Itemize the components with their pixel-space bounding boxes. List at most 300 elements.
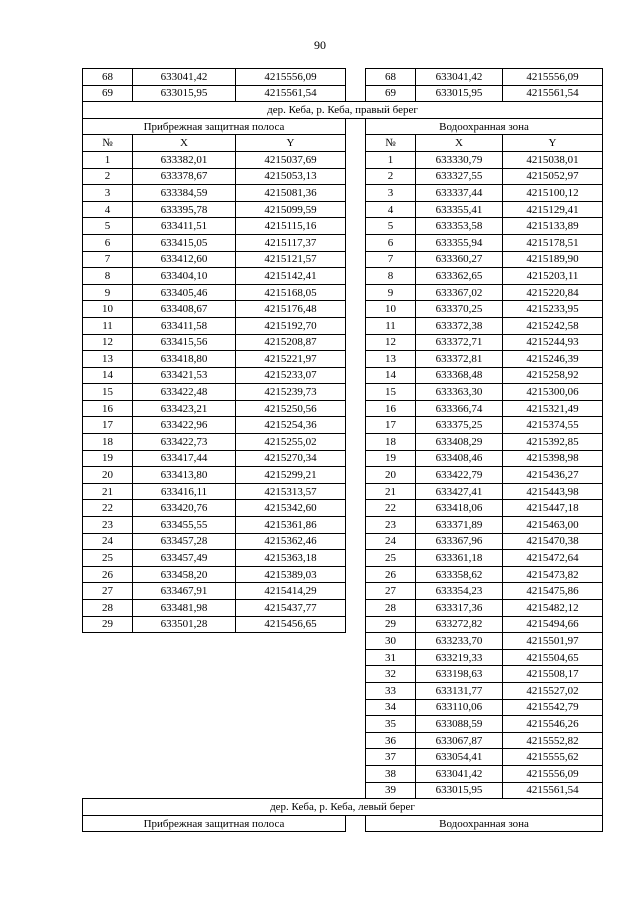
left-y-coordinate: 4215299,21: [236, 467, 346, 484]
table-row: [83, 351, 603, 368]
right-y-coordinate: 4215472,64: [503, 550, 603, 567]
column-gap: [346, 234, 366, 251]
right-point-number: 16: [366, 400, 416, 417]
left-point-number: 26: [83, 566, 133, 583]
column-gap: [346, 483, 366, 500]
table-row: [83, 716, 603, 733]
table-row: [83, 583, 603, 600]
column-gap: [346, 633, 366, 650]
column-gap: [346, 500, 366, 517]
right-y-coordinate: 4215233,95: [503, 301, 603, 318]
right-point-number: 14: [366, 367, 416, 384]
left-point-number: 24: [83, 533, 133, 550]
right-y-coordinate: 4215300,06: [503, 384, 603, 401]
column-gap: [346, 600, 366, 617]
right-y-coordinate: 4215242,58: [503, 317, 603, 334]
empty-cell: [236, 716, 346, 733]
empty-cell: [236, 666, 346, 683]
left-y-coordinate: 4215456,65: [236, 616, 346, 633]
empty-cell: [236, 633, 346, 650]
left-point-number: 14: [83, 367, 133, 384]
column-gap: [346, 301, 366, 318]
left-point-number: 16: [83, 400, 133, 417]
right-y-coordinate: 4215038,01: [503, 151, 603, 168]
left-point-number: 68: [83, 69, 133, 86]
right-point-number: 38: [366, 765, 416, 782]
left-x-coordinate: 633015,95: [133, 85, 236, 102]
right-x-coordinate: 633367,02: [416, 284, 503, 301]
right-point-number: 10: [366, 301, 416, 318]
right-point-number: 13: [366, 351, 416, 368]
column-gap: [346, 649, 366, 666]
column-gap: [346, 716, 366, 733]
table-row: [83, 699, 603, 716]
column-gap: [346, 151, 366, 168]
right-point-number: 12: [366, 334, 416, 351]
right-x-coordinate: 633355,41: [416, 201, 503, 218]
right-y-coordinate: 4215100,12: [503, 185, 603, 202]
table-row: [83, 550, 603, 567]
left-y-coordinate: 4215168,05: [236, 284, 346, 301]
left-x-coordinate: 633378,67: [133, 168, 236, 185]
right-y-coordinate: 4215561,54: [503, 782, 603, 799]
left-point-number: 10: [83, 301, 133, 318]
right-point-number: 69: [366, 85, 416, 102]
left-y-coordinate: 4215414,29: [236, 583, 346, 600]
empty-cell: [133, 749, 236, 766]
right-point-number: 8: [366, 268, 416, 285]
left-zone-label: Прибрежная защитная полоса: [83, 815, 346, 832]
right-point-number: 24: [366, 533, 416, 550]
left-y-coordinate: 4215208,87: [236, 334, 346, 351]
left-point-number: 4: [83, 201, 133, 218]
empty-cell: [133, 732, 236, 749]
left-y-coordinate: 4215342,60: [236, 500, 346, 517]
right-point-number: 33: [366, 682, 416, 699]
empty-cell: [236, 782, 346, 799]
left-y-coordinate: 4215437,77: [236, 600, 346, 617]
left-point-number: 2: [83, 168, 133, 185]
empty-cell: [236, 765, 346, 782]
left-x-coordinate: 633404,10: [133, 268, 236, 285]
right-x-coordinate: 633088,59: [416, 716, 503, 733]
column-gap: [346, 334, 366, 351]
right-x-coordinate: 633110,06: [416, 699, 503, 716]
left-point-number: 13: [83, 351, 133, 368]
left-y-coordinate: 4215081,36: [236, 185, 346, 202]
left-y-coordinate: 4215561,54: [236, 85, 346, 102]
right-x-coordinate: 633408,46: [416, 450, 503, 467]
table-row: [83, 633, 603, 650]
table-row: [83, 151, 603, 168]
column-gap: [346, 666, 366, 683]
right-x-coordinate: 633367,96: [416, 533, 503, 550]
column-gap: [346, 85, 366, 102]
right-zone-label: Водоохранная зона: [366, 815, 603, 832]
left-point-number: 21: [83, 483, 133, 500]
left-y-coordinate: 4215121,57: [236, 251, 346, 268]
section-title-row: [83, 102, 603, 119]
left-header-x-coordinate: X: [133, 135, 236, 152]
page-number: 90: [314, 38, 326, 52]
right-y-coordinate: 4215189,90: [503, 251, 603, 268]
left-point-number: 15: [83, 384, 133, 401]
empty-cell: [83, 633, 133, 650]
right-point-number: 21: [366, 483, 416, 500]
right-x-coordinate: 633361,18: [416, 550, 503, 567]
left-x-coordinate: 633422,73: [133, 434, 236, 451]
column-gap: [346, 782, 366, 799]
right-y-coordinate: 4215546,26: [503, 716, 603, 733]
right-x-coordinate: 633354,23: [416, 583, 503, 600]
right-x-coordinate: 633418,06: [416, 500, 503, 517]
left-point-number: 8: [83, 268, 133, 285]
table-row: [83, 517, 603, 534]
right-point-number: 37: [366, 749, 416, 766]
right-x-coordinate: 633131,77: [416, 682, 503, 699]
left-x-coordinate: 633405,46: [133, 284, 236, 301]
right-point-number: 27: [366, 583, 416, 600]
empty-cell: [133, 666, 236, 683]
table-row: [83, 600, 603, 617]
left-y-coordinate: 4215556,09: [236, 69, 346, 86]
right-point-number: 25: [366, 550, 416, 567]
left-y-coordinate: 4215255,02: [236, 434, 346, 451]
empty-cell: [133, 716, 236, 733]
left-point-number: 6: [83, 234, 133, 251]
column-header-row: [83, 135, 603, 152]
left-zone-label: Прибрежная защитная полоса: [83, 118, 346, 135]
left-point-number: 7: [83, 251, 133, 268]
empty-cell: [236, 649, 346, 666]
right-point-number: 18: [366, 434, 416, 451]
right-y-coordinate: 4215552,82: [503, 732, 603, 749]
right-point-number: 7: [366, 251, 416, 268]
left-y-coordinate: 4215363,18: [236, 550, 346, 567]
right-point-number: 32: [366, 666, 416, 683]
right-x-coordinate: 633371,89: [416, 517, 503, 534]
left-x-coordinate: 633412,60: [133, 251, 236, 268]
left-point-number: 3: [83, 185, 133, 202]
table-row: [83, 765, 603, 782]
left-header-point-number: №: [83, 135, 133, 152]
table-row: [83, 417, 603, 434]
column-gap: [346, 566, 366, 583]
right-y-coordinate: 4215561,54: [503, 85, 603, 102]
column-gap: [346, 765, 366, 782]
table-row: [83, 533, 603, 550]
column-gap: [346, 682, 366, 699]
left-y-coordinate: 4215117,37: [236, 234, 346, 251]
empty-cell: [236, 682, 346, 699]
right-y-coordinate: 4215504,65: [503, 649, 603, 666]
empty-cell: [83, 749, 133, 766]
table-row: [83, 201, 603, 218]
left-y-coordinate: 4215389,03: [236, 566, 346, 583]
right-point-number: 20: [366, 467, 416, 484]
left-x-coordinate: 633418,80: [133, 351, 236, 368]
table-row: [83, 284, 603, 301]
table-row: [83, 185, 603, 202]
right-y-coordinate: 4215443,98: [503, 483, 603, 500]
right-x-coordinate: 633355,94: [416, 234, 503, 251]
left-y-coordinate: 4215053,13: [236, 168, 346, 185]
left-x-coordinate: 633415,05: [133, 234, 236, 251]
right-x-coordinate: 633372,38: [416, 317, 503, 334]
left-x-coordinate: 633422,48: [133, 384, 236, 401]
right-point-number: 39: [366, 782, 416, 799]
left-y-coordinate: 4215142,41: [236, 268, 346, 285]
right-y-coordinate: 4215220,84: [503, 284, 603, 301]
column-gap: [346, 384, 366, 401]
left-y-coordinate: 4215239,73: [236, 384, 346, 401]
column-gap: [346, 732, 366, 749]
left-x-coordinate: 633420,76: [133, 500, 236, 517]
left-x-coordinate: 633408,67: [133, 301, 236, 318]
column-gap: [346, 467, 366, 484]
table-row: [83, 649, 603, 666]
left-point-number: 20: [83, 467, 133, 484]
right-x-coordinate: 633054,41: [416, 749, 503, 766]
left-y-coordinate: 4215192,70: [236, 317, 346, 334]
right-y-coordinate: 4215447,18: [503, 500, 603, 517]
column-gap: [346, 749, 366, 766]
left-x-coordinate: 633417,44: [133, 450, 236, 467]
right-y-coordinate: 4215473,82: [503, 566, 603, 583]
right-x-coordinate: 633363,30: [416, 384, 503, 401]
right-x-coordinate: 633358,62: [416, 566, 503, 583]
column-gap: [346, 268, 366, 285]
section-title: дер. Кеба, р. Кеба, правый берег: [83, 102, 603, 119]
right-x-coordinate: 633337,44: [416, 185, 503, 202]
left-point-number: 25: [83, 550, 133, 567]
coordinates-table-body: [83, 69, 603, 832]
right-x-coordinate: 633198,63: [416, 666, 503, 683]
right-x-coordinate: 633330,79: [416, 151, 503, 168]
right-header-point-number: №: [366, 135, 416, 152]
right-y-coordinate: 4215475,86: [503, 583, 603, 600]
right-y-coordinate: 4215258,92: [503, 367, 603, 384]
left-x-coordinate: 633041,42: [133, 69, 236, 86]
table-row: [83, 500, 603, 517]
column-gap: [346, 533, 366, 550]
right-point-number: 3: [366, 185, 416, 202]
column-gap: [346, 118, 366, 135]
column-gap: [346, 317, 366, 334]
table-row: [83, 666, 603, 683]
left-y-coordinate: 4215221,97: [236, 351, 346, 368]
zone-label-row: [83, 118, 603, 135]
section-title-row: [83, 799, 603, 816]
empty-cell: [83, 765, 133, 782]
left-point-number: 29: [83, 616, 133, 633]
right-point-number: 35: [366, 716, 416, 733]
right-point-number: 6: [366, 234, 416, 251]
left-x-coordinate: 633501,28: [133, 616, 236, 633]
left-x-coordinate: 633395,78: [133, 201, 236, 218]
right-point-number: 34: [366, 699, 416, 716]
column-gap: [346, 218, 366, 235]
column-gap: [346, 583, 366, 600]
left-header-y-coordinate: Y: [236, 135, 346, 152]
right-x-coordinate: 633360,27: [416, 251, 503, 268]
table-row: [83, 268, 603, 285]
table-row: [83, 483, 603, 500]
left-x-coordinate: 633457,28: [133, 533, 236, 550]
empty-cell: [83, 732, 133, 749]
left-x-coordinate: 633421,53: [133, 367, 236, 384]
left-x-coordinate: 633413,80: [133, 467, 236, 484]
table-row: [83, 367, 603, 384]
left-point-number: 69: [83, 85, 133, 102]
right-header-y-coordinate: Y: [503, 135, 603, 152]
coordinates-table: [82, 68, 603, 832]
right-point-number: 11: [366, 317, 416, 334]
right-point-number: 9: [366, 284, 416, 301]
column-gap: [346, 168, 366, 185]
column-gap: [346, 815, 366, 832]
right-point-number: 68: [366, 69, 416, 86]
right-y-coordinate: 4215508,17: [503, 666, 603, 683]
right-x-coordinate: 633427,41: [416, 483, 503, 500]
table-row: [83, 251, 603, 268]
column-gap: [346, 517, 366, 534]
coordinates-sheet: [82, 68, 602, 832]
right-y-coordinate: 4215398,98: [503, 450, 603, 467]
table-row: [83, 782, 603, 799]
table-row: [83, 566, 603, 583]
right-y-coordinate: 4215133,89: [503, 218, 603, 235]
right-y-coordinate: 4215556,09: [503, 69, 603, 86]
right-point-number: 26: [366, 566, 416, 583]
section-title: дер. Кеба, р. Кеба, левый берег: [83, 799, 603, 816]
left-point-number: 28: [83, 600, 133, 617]
left-x-coordinate: 633382,01: [133, 151, 236, 168]
right-x-coordinate: 633233,70: [416, 633, 503, 650]
right-y-coordinate: 4215052,97: [503, 168, 603, 185]
right-x-coordinate: 633422,79: [416, 467, 503, 484]
left-point-number: 18: [83, 434, 133, 451]
table-row: [83, 334, 603, 351]
left-point-number: 9: [83, 284, 133, 301]
empty-cell: [83, 699, 133, 716]
right-point-number: 36: [366, 732, 416, 749]
right-point-number: 30: [366, 633, 416, 650]
right-x-coordinate: 633372,81: [416, 351, 503, 368]
empty-cell: [83, 666, 133, 683]
table-row: [83, 434, 603, 451]
left-point-number: 19: [83, 450, 133, 467]
right-point-number: 15: [366, 384, 416, 401]
right-x-coordinate: 633408,29: [416, 434, 503, 451]
right-x-coordinate: 633015,95: [416, 85, 503, 102]
left-y-coordinate: 4215233,07: [236, 367, 346, 384]
table-row: [83, 682, 603, 699]
empty-cell: [83, 716, 133, 733]
empty-cell: [133, 782, 236, 799]
left-y-coordinate: 4215176,48: [236, 301, 346, 318]
column-gap: [346, 450, 366, 467]
right-point-number: 22: [366, 500, 416, 517]
empty-cell: [236, 749, 346, 766]
left-y-coordinate: 4215362,46: [236, 533, 346, 550]
right-x-coordinate: 633067,87: [416, 732, 503, 749]
column-gap: [346, 251, 366, 268]
empty-cell: [83, 649, 133, 666]
column-gap: [346, 367, 366, 384]
left-x-coordinate: 633415,56: [133, 334, 236, 351]
empty-cell: [133, 633, 236, 650]
column-gap: [346, 135, 366, 152]
table-row: [83, 749, 603, 766]
right-x-coordinate: 633317,36: [416, 600, 503, 617]
left-x-coordinate: 633422,96: [133, 417, 236, 434]
table-row: [83, 69, 603, 86]
right-x-coordinate: 633041,42: [416, 69, 503, 86]
right-x-coordinate: 633219,33: [416, 649, 503, 666]
left-x-coordinate: 633423,21: [133, 400, 236, 417]
right-y-coordinate: 4215556,09: [503, 765, 603, 782]
right-zone-label: Водоохранная зона: [366, 118, 603, 135]
left-y-coordinate: 4215270,34: [236, 450, 346, 467]
right-point-number: 2: [366, 168, 416, 185]
right-x-coordinate: 633372,71: [416, 334, 503, 351]
left-x-coordinate: 633384,59: [133, 185, 236, 202]
right-y-coordinate: 4215244,93: [503, 334, 603, 351]
left-x-coordinate: 633455,55: [133, 517, 236, 534]
left-point-number: 27: [83, 583, 133, 600]
table-row: [83, 450, 603, 467]
table-row: [83, 85, 603, 102]
right-x-coordinate: 633362,65: [416, 268, 503, 285]
left-y-coordinate: 4215254,36: [236, 417, 346, 434]
right-point-number: 1: [366, 151, 416, 168]
right-point-number: 31: [366, 649, 416, 666]
right-x-coordinate: 633015,95: [416, 782, 503, 799]
right-point-number: 29: [366, 616, 416, 633]
empty-cell: [236, 699, 346, 716]
table-row: [83, 732, 603, 749]
left-x-coordinate: 633411,58: [133, 317, 236, 334]
column-gap: [346, 550, 366, 567]
empty-cell: [133, 682, 236, 699]
right-x-coordinate: 633366,74: [416, 400, 503, 417]
table-row: [83, 234, 603, 251]
empty-cell: [83, 682, 133, 699]
right-y-coordinate: 4215436,27: [503, 467, 603, 484]
right-point-number: 17: [366, 417, 416, 434]
right-y-coordinate: 4215463,00: [503, 517, 603, 534]
right-x-coordinate: 633370,25: [416, 301, 503, 318]
left-point-number: 11: [83, 317, 133, 334]
right-point-number: 4: [366, 201, 416, 218]
left-y-coordinate: 4215037,69: [236, 151, 346, 168]
left-x-coordinate: 633457,49: [133, 550, 236, 567]
left-y-coordinate: 4215313,57: [236, 483, 346, 500]
column-gap: [346, 351, 366, 368]
right-y-coordinate: 4215494,66: [503, 616, 603, 633]
left-x-coordinate: 633416,11: [133, 483, 236, 500]
column-gap: [346, 201, 366, 218]
right-x-coordinate: 633375,25: [416, 417, 503, 434]
column-gap: [346, 616, 366, 633]
left-y-coordinate: 4215250,56: [236, 400, 346, 417]
right-x-coordinate: 633327,55: [416, 168, 503, 185]
table-row: [83, 168, 603, 185]
right-y-coordinate: 4215542,79: [503, 699, 603, 716]
right-y-coordinate: 4215129,41: [503, 201, 603, 218]
empty-cell: [236, 732, 346, 749]
